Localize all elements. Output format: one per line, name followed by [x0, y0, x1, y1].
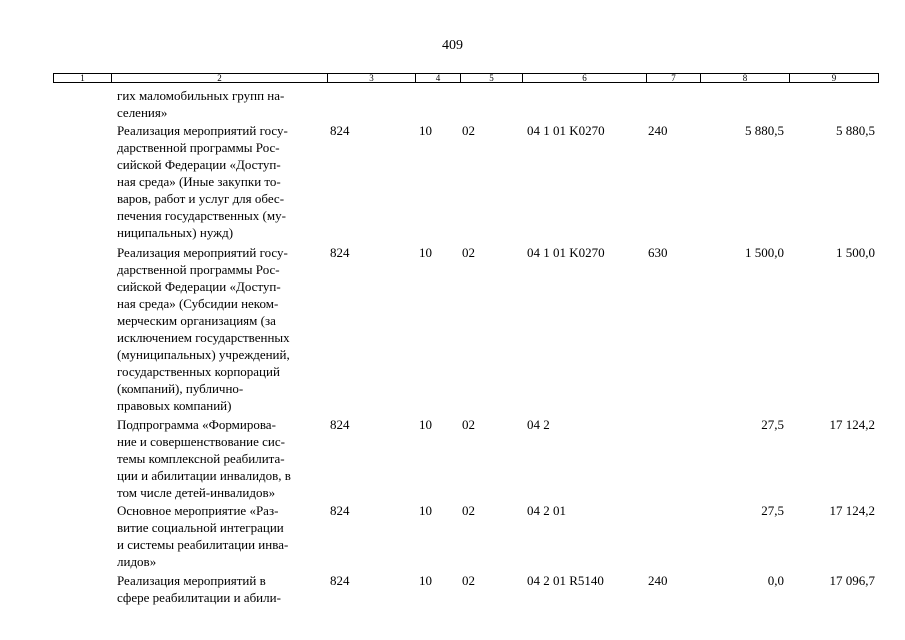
row-col-5: 02 — [462, 123, 475, 138]
row-col-7: 630 — [648, 245, 668, 260]
row-col-9: 17 124,2 — [829, 417, 875, 432]
row-col-8: 27,5 — [761, 417, 784, 432]
row-col-5: 02 — [462, 573, 475, 588]
header-col-8: 8 — [701, 74, 790, 82]
row-col-6: 04 2 — [527, 417, 550, 432]
header-col-3: 3 — [328, 74, 416, 82]
row-col-8: 0,0 — [767, 573, 784, 588]
row-col-9: 1 500,0 — [836, 245, 875, 260]
row-description: Реализация мероприятий госу- дарственной программы Рос- сийской Федерации «Доступ- ная среда» (Субсидии неком- мерческим организациям (за исключением государственных (муниципальных) учреждений, государственных корпораций (компаний), публично- правовых компаний) — [117, 245, 290, 413]
header-col-4: 4 — [416, 74, 461, 82]
row-description: гих маломобильных групп на- селения» — [117, 88, 285, 120]
row-col-3: 824 — [330, 503, 350, 518]
row-col-7: 240 — [648, 573, 668, 588]
row-col-4: 10 — [419, 123, 432, 138]
row-col-4: 10 — [419, 417, 432, 432]
row-col-6: 04 1 01 K0270 — [527, 245, 605, 260]
row-col-4: 10 — [419, 245, 432, 260]
row-col-6: 04 2 01 R5140 — [527, 573, 604, 588]
header-col-2: 2 — [112, 74, 328, 82]
page-number: 409 — [442, 38, 463, 53]
row-col-4: 10 — [419, 503, 432, 518]
row-description: Основное мероприятие «Раз- витие социальной интеграции и системы реабилитации инва- лидов» — [117, 503, 289, 569]
row-description: Подпрограмма «Формирова- ние и совершенствование сис- темы комплексной реабилита- ции и абилитации инвалидов, в том числе детей-инвалидов» — [117, 417, 291, 500]
row-col-9: 17 124,2 — [829, 503, 875, 518]
row-col-5: 02 — [462, 417, 475, 432]
row-col-5: 02 — [462, 503, 475, 518]
header-col-9: 9 — [831, 73, 837, 83]
row-col-8: 27,5 — [761, 503, 784, 518]
row-col-8: 1 500,0 — [745, 245, 784, 260]
row-col-9: 5 880,5 — [836, 123, 875, 138]
row-description: Реализация мероприятий госу- дарственной программы Рос- сийской Федерации «Доступ- ная среда» (Иные закупки то- варов, работ и услуг для обес- печения государственных (му- ниципальных) нужд) — [117, 123, 288, 240]
row-col-6: 04 2 01 — [527, 503, 566, 518]
header-col-1: 1 — [54, 74, 112, 82]
header-col-7: 7 — [647, 74, 701, 82]
row-col-6: 04 1 01 K0270 — [527, 123, 605, 138]
row-description: Реализация мероприятий в сфере реабилитации и абили- — [117, 573, 281, 605]
header-col-5: 5 — [461, 74, 523, 82]
row-col-7: 240 — [648, 123, 668, 138]
row-col-3: 824 — [330, 573, 350, 588]
table-header-row — [53, 73, 879, 83]
row-col-3: 824 — [330, 245, 350, 260]
row-col-9: 17 096,7 — [829, 573, 875, 588]
header-col-6: 6 — [523, 74, 647, 82]
row-col-3: 824 — [330, 123, 350, 138]
row-col-3: 824 — [330, 417, 350, 432]
row-col-5: 02 — [462, 245, 475, 260]
row-col-8: 5 880,5 — [745, 123, 784, 138]
row-col-4: 10 — [419, 573, 432, 588]
